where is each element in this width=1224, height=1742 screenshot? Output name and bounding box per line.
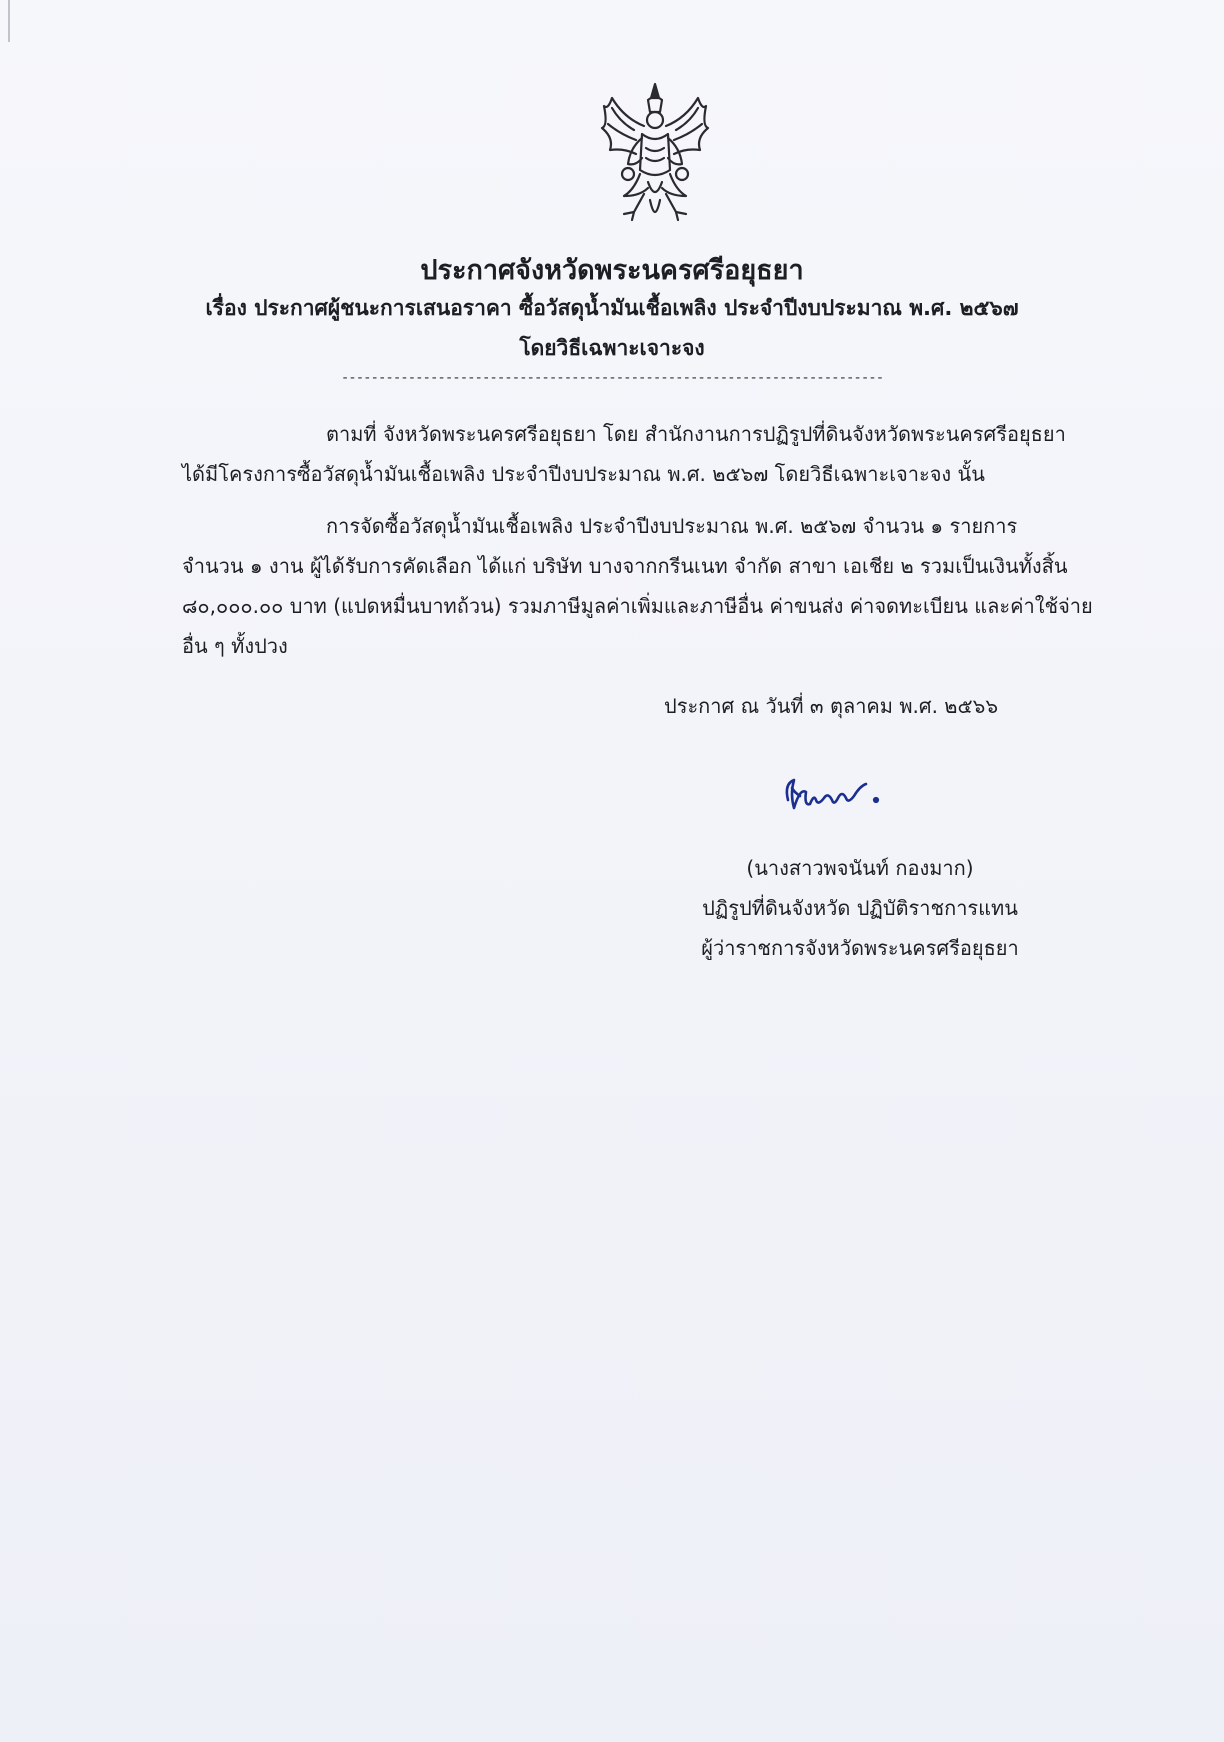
signer-position-1: ปฏิรูปที่ดินจังหวัด ปฏิบัติราชการแทน xyxy=(702,896,1018,920)
paragraph-2-line-1: การจัดซื้อวัสดุน้ำมันเชื้อเพลิง ประจำปีงบประมาณ พ.ศ. ๒๕๖๗ จำนวน ๑ รายการ xyxy=(326,514,1018,538)
paragraph-2-line-2: จำนวน ๑ งาน ผู้ได้รับการคัดเลือก ได้แก่ บริษัท บางจากกรีนเนท จำกัด สาขา เอเชีย ๒ รวมเป็นเงินทั้งสิ้น xyxy=(182,554,1068,578)
document-title: ประกาศจังหวัดพระนครศรีอยุธยา xyxy=(420,255,804,286)
paragraph-1-line-1: ตามที่ จังหวัดพระนครศรีอยุธยา โดย สำนักงานการปฏิรูปที่ดินจังหวัดพระนครศรีอยุธยา xyxy=(326,422,1066,446)
procurement-method: โดยวิธีเฉพาะเจาะจง xyxy=(519,336,705,360)
signer-name: (นางสาวพจนันท์ กองมาก) xyxy=(746,856,974,880)
paragraph-2-line-4: อื่น ๆ ทั้งปวง xyxy=(182,634,288,658)
paragraph-1-line-2: ได้มีโครงการซื้อวัสดุน้ำมันเชื้อเพลิง ประจำปีงบประมาณ พ.ศ. ๒๕๖๗ โดยวิธีเฉพาะเจาะจง นั้น xyxy=(182,462,985,486)
handwritten-signature xyxy=(780,770,960,820)
paragraph-2-line-3: ๘๐,๐๐๐.๐๐ บาท (แปดหมื่นบาทถ้วน) รวมภาษีมูลค่าเพิ่มและภาษีอื่น ค่าขนส่ง ค่าจดทะเบียน และค่าใช้จ่าย xyxy=(182,594,1093,618)
signer-position-2: ผู้ว่าราชการจังหวัดพระนครศรีอยุธยา xyxy=(701,936,1019,960)
header-divider: ------------------------------------------------------------------------- xyxy=(340,370,884,386)
document-subject: เรื่อง ประกาศผู้ชนะการเสนอราคา ซื้อวัสดุน้ำมันเชื้อเพลิง ประจำปีงบประมาณ พ.ศ. ๒๕๖๗ xyxy=(205,296,1019,320)
garuda-emblem-icon xyxy=(594,78,716,230)
scan-edge-mark xyxy=(8,0,10,42)
announcement-date: ประกาศ ณ วันที่ ๓ ตุลาคม พ.ศ. ๒๕๖๖ xyxy=(664,694,999,718)
